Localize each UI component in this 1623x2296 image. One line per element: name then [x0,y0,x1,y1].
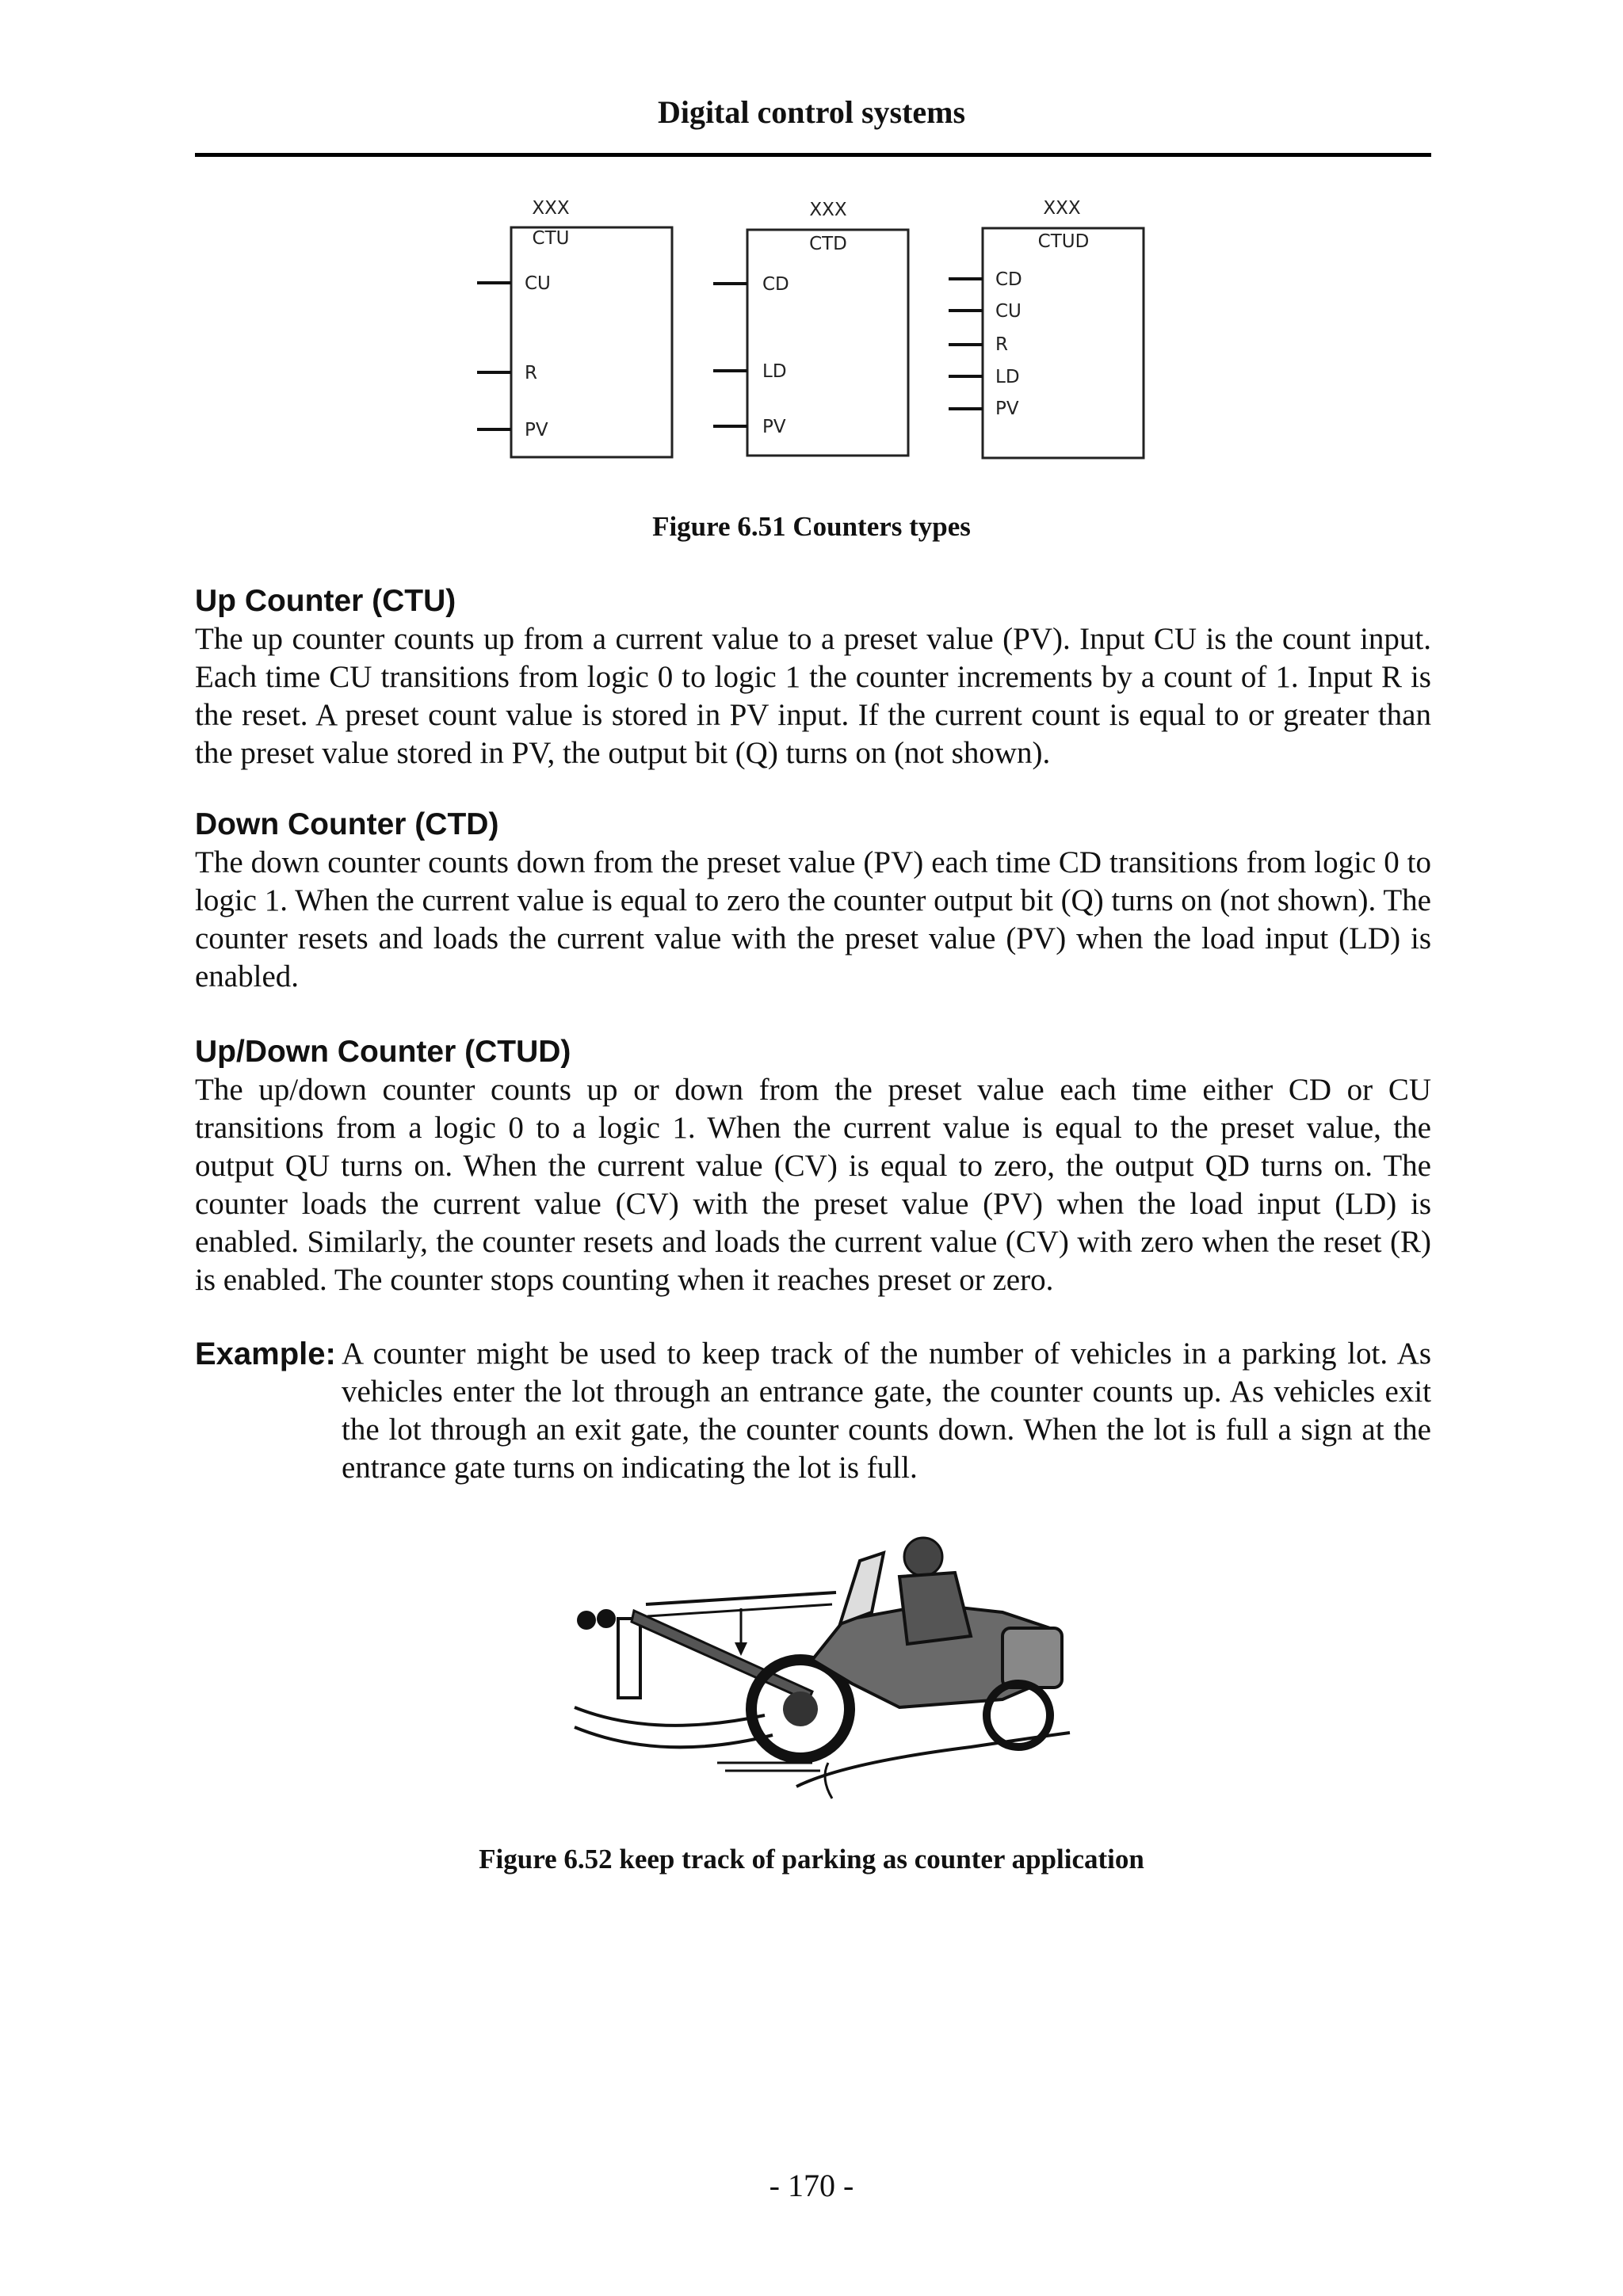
section-heading: Up Counter (CTU) [195,584,456,618]
ctud-r-label: R [995,334,1008,355]
ctd-pv-label: PV [762,417,786,437]
section-body: The up/down counter counts up or down from the preset value each time either CD or CU transitions from a logic 0 to a logic 1. When the current value is equal to the preset value, the output QU turns on. When the current value (CV) is equal to zero, the output QD turns on. The counter loads the current value (CV) with the preset value (PV) when the load input (LD) is enabled. Similarly, the counter resets and loads the current value (CV) with zero when the reset (R) is enabled. The counter stops counting when it reaches preset or zero. [195,1073,1431,1297]
section-heading: Up/Down Counter (CTUD) [195,1035,571,1069]
ctud-pv-label: PV [995,399,1019,419]
gate-arm [632,1611,812,1701]
section-heading: Down Counter (CTD) [195,807,499,841]
ctud-instance-label: XXX [1043,198,1081,219]
ctu-instance-label: XXX [532,198,570,219]
ctd-cd-label: CD [762,274,789,295]
ctu-block [477,198,672,457]
ctu-r-label: R [525,363,537,383]
example-label: Example: [195,1337,336,1371]
example-block [195,1335,1431,1487]
ctu-cu-label: CU [525,273,551,294]
figure-6-52-caption: Figure 6.52 keep track of parking as counter application [479,1844,1144,1875]
ctud-block [949,198,1144,458]
ctu-pv-label: PV [525,420,548,441]
ctd-block [713,200,908,456]
rider-head [904,1538,942,1576]
section-up-down-counter [195,1033,1431,1299]
header-rule [195,153,1431,157]
section-body: The up counter counts up from a current value to a preset value (PV). Input CU is the count input. Each time CU transitions from logic 0 to logic 1 the counter increments by a count of 1. Input R is the reset. A preset count value is stored in PV input. If the current count is equal to or greater than the preset value stored in PV, the output bit (Q) turns on (not shown). [195,622,1431,770]
parking-gate-illustration [559,1525,1074,1810]
ctd-ld-label: LD [762,361,787,382]
example-body: A counter might be used to keep track of the number of vehicles in a parking lot. As vehicles enter the lot through an entrance gate, the counter counts up. As vehicles exit the lot through an exit gate, the counter counts down. When the lot is full a sign at the entrance gate turns on indicating the lot is full. [342,1337,1431,1485]
running-header: Digital control systems [657,94,966,130]
ctd-instance-label: XXX [809,200,847,220]
section-up-counter [195,582,1431,772]
gate-post [618,1619,640,1698]
ctud-ld-label: LD [995,367,1020,387]
ctud-cd-label: CD [995,269,1022,290]
rider-torso [899,1573,971,1644]
ctud-cu-label: CU [995,301,1022,322]
ctud-type-label: CTUD [1037,231,1090,252]
ctd-type-label: CTD [809,234,847,254]
section-body: The down counter counts down from the preset value (PV) each time CD transitions from logic 0 to logic 1. When the current value is equal to zero the counter output bit (Q) turns on (not shown). The counter resets and loads the current value with the preset value (PV) when the load input (LD) is enabled. [195,845,1431,994]
section-down-counter [195,806,1431,996]
ctu-type-label: CTU [532,228,570,249]
figure-6-51-caption: Figure 6.51 Counters types [652,511,971,542]
counter-types-figure [468,190,1165,475]
page-number: - 170 - [769,2168,854,2203]
